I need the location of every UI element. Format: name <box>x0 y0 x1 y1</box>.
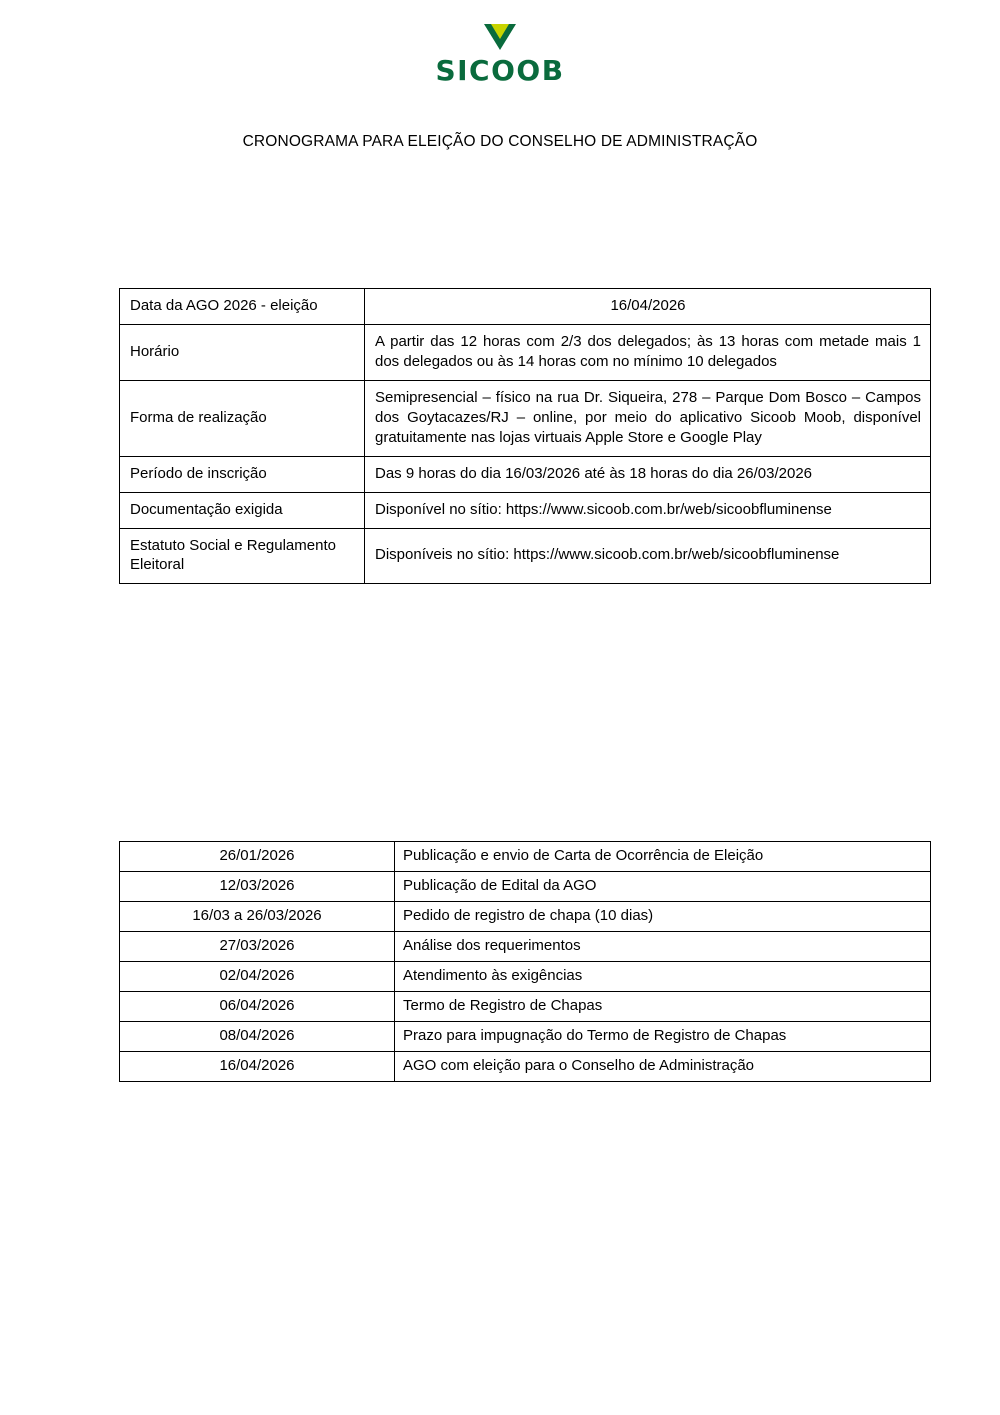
table-row <box>120 961 931 991</box>
table-row <box>120 842 931 872</box>
table-row <box>120 380 931 456</box>
info-value: A partir das 12 horas com 2/3 dos delegados; às 13 horas com metade mais 1 dos delegados ou às 14 horas com no mínimo 10 delegados <box>365 324 931 380</box>
schedule-event: AGO com eleição para o Conselho de Administração <box>395 1051 931 1081</box>
schedule-event: Publicação e envio de Carta de Ocorrência de Eleição <box>395 842 931 872</box>
schedule-date: 16/04/2026 <box>120 1051 395 1081</box>
info-value: Das 9 horas do dia 16/03/2026 até às 18 horas do dia 26/03/2026 <box>365 456 931 492</box>
schedule-event: Atendimento às exigências <box>395 961 931 991</box>
schedule-event: Prazo para impugnação do Termo de Registro de Chapas <box>395 1021 931 1051</box>
info-value: Semipresencial – físico na rua Dr. Siqueira, 278 – Parque Dom Bosco – Campos dos Goytacazes/RJ – online, por meio do aplicativo Sicoob Moob, disponível gratuitamente nas lojas virtuais Apple Store e Google Play <box>365 380 931 456</box>
schedule-date: 08/04/2026 <box>120 1021 395 1051</box>
schedule-event: Análise dos requerimentos <box>395 931 931 961</box>
table-row <box>120 324 931 380</box>
ago-info-table <box>119 288 931 584</box>
info-value: Disponíveis no sítio: https://www.sicoob.com.br/web/sicoobfluminense <box>365 528 931 584</box>
table-row <box>120 901 931 931</box>
schedule-date: 02/04/2026 <box>120 961 395 991</box>
schedule-table <box>119 841 931 1082</box>
info-value: Disponível no sítio: https://www.sicoob.com.br/web/sicoobfluminense <box>365 492 931 528</box>
brand-logo <box>0 22 1000 87</box>
table-row <box>120 289 931 325</box>
info-label: Forma de realização <box>120 380 365 456</box>
schedule-event: Termo de Registro de Chapas <box>395 991 931 1021</box>
table-row <box>120 492 931 528</box>
schedule-event: Pedido de registro de chapa (10 dias) <box>395 901 931 931</box>
schedule-date: 26/01/2026 <box>120 842 395 872</box>
table-row <box>120 1021 931 1051</box>
page-title: CRONOGRAMA PARA ELEIÇÃO DO CONSELHO DE ADMINISTRAÇÃO <box>242 133 758 150</box>
table-row <box>120 456 931 492</box>
sicoob-logo-icon <box>478 22 522 52</box>
table-row <box>120 871 931 901</box>
schedule-event: Publicação de Edital da AGO <box>395 871 931 901</box>
table-row <box>120 991 931 1021</box>
info-value: 16/04/2026 <box>365 289 931 325</box>
table-row <box>120 1051 931 1081</box>
schedule-date: 12/03/2026 <box>120 871 395 901</box>
info-label: Período de inscrição <box>120 456 365 492</box>
schedule-date: 16/03 a 26/03/2026 <box>120 901 395 931</box>
table-row <box>120 528 931 584</box>
info-label: Data da AGO 2026 - eleição <box>120 289 365 325</box>
info-label: Documentação exigida <box>120 492 365 528</box>
schedule-date: 06/04/2026 <box>120 991 395 1021</box>
info-label: Estatuto Social e Regulamento Eleitoral <box>120 528 365 584</box>
info-label: Horário <box>120 324 365 380</box>
schedule-date: 27/03/2026 <box>120 931 395 961</box>
table-row <box>120 931 931 961</box>
brand-wordmark: SICOOB <box>435 54 565 87</box>
